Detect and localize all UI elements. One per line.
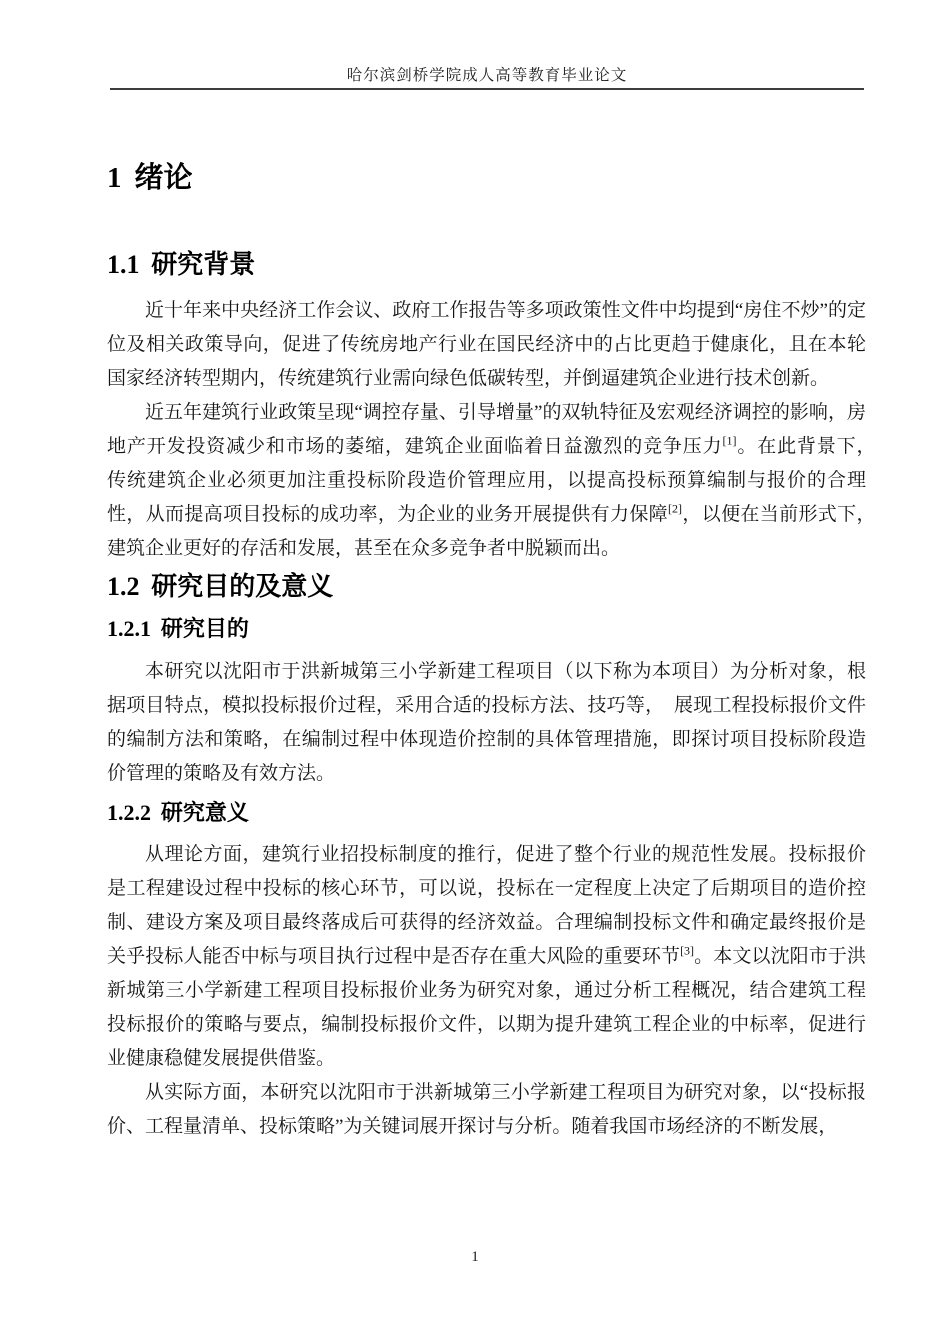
- paragraph: [107, 655, 866, 791]
- paragraph-text: 。在此背景下， 传统建筑企业必须更加注重投标阶段造价管理应用，以提高投标预算编制与报价的合理 性，从而提高项目投标的成功率，为企业的业务开展提供有力保障: [107, 435, 885, 525]
- heading-number: 1.1: [107, 250, 140, 280]
- citation-ref: [3]: [680, 943, 695, 958]
- heading-number: 1: [107, 162, 122, 194]
- paragraph-text: ，以便在当前形式下， 建筑企业更好的存活和发展，甚至在众多竞争者中脱颖而出。: [107, 503, 886, 559]
- page-header: [110, 0, 864, 90]
- paragraph: [107, 1076, 866, 1144]
- heading-1-2-2: [107, 799, 866, 827]
- paragraph-text: 近五年建筑行业政策呈现“调控存量、引导增量”的双轨特征及宏观经济调控的影响，房地产开发投资减少和市场的萎缩，建筑企业面临着日益激烈的竞争压力: [107, 401, 866, 457]
- paragraph: [107, 838, 866, 1076]
- document-content: [0, 160, 950, 1144]
- heading-1-1: [107, 248, 866, 282]
- paragraph-text: 从理论方面，建筑行业招投标制度的推行，促进了整个行业的规范性发展。投标报价是工程建设过程中投标的核心环节，可以说，投标在一定程度上决定了后期项目的造价控制、建设方案及项目最终落成后可获得的经济效益。合理编制投标文件和确定最终报价是关乎投标人能否中标与项目执行过程中是否存在重大风险的重要环节: [107, 844, 866, 968]
- page-number: 1: [471, 1249, 479, 1265]
- heading-number: 1.2: [107, 571, 140, 601]
- heading-1-2: [107, 570, 866, 604]
- heading-number: 1.2.2: [107, 799, 151, 825]
- paragraph-text: 本研究以沈阳市于洪新城第三小学新建工程项目（以下称为本项目）为分析对象，根据项目特点，模拟投标报价过程，采用合适的投标方法、技巧等， 展现工程投标报价文件 的编制方法和策略，在编制过程中体现造价控制的具体管理措施，即探讨项目投标阶段造 价管理的策略及有效方法。: [107, 660, 866, 784]
- header-title: 哈尔滨剑桥学院成人高等教育毕业论文: [346, 67, 628, 84]
- paragraph-text: 。本文以沈阳市于洪新城第三小学新建工程项目投标报价业务为研究对象，通过分析工程概况，结合建筑工程投标报价的策略与要点，编制投标报价文件，以期为提升建筑工程企业的中标率，促进行业健康稳健发展提供借鉴。: [107, 946, 866, 1070]
- heading-number: 1.2.1: [107, 616, 151, 642]
- heading-1: [107, 160, 866, 196]
- heading-text: 绪论: [134, 162, 193, 194]
- heading-1-2-1: [107, 615, 866, 643]
- paragraph-text: 近十年来中央经济工作会议、政府工作报告等多项政策性文件中均提到“房住不炒”的定位及相关政策导向，促进了传统房地产行业在国民经济中的占比更趋于健康化，且在本轮国家经济转型期内，传统建筑行业需向绿色低碳转型，并倒逼建筑企业进行技术创新。: [107, 299, 866, 389]
- heading-text: 研究意义: [160, 799, 249, 825]
- citation-ref: [2]: [668, 501, 683, 516]
- paragraph-text: 从实际方面，本研究以沈阳市于洪新城第三小学新建工程项目为研究对象，以“投标报价、工程量清单、投标策略”为关键词展开探讨与分析。随着我国市场经济的不断发展，: [107, 1082, 866, 1138]
- heading-text: 研究目的及意义: [151, 570, 334, 601]
- paragraph: [107, 294, 866, 396]
- heading-text: 研究目的: [160, 616, 249, 642]
- page-footer: [0, 1248, 950, 1266]
- paragraph: [107, 396, 886, 566]
- citation-ref: [1]: [722, 433, 737, 448]
- heading-text: 研究背景: [151, 249, 256, 280]
